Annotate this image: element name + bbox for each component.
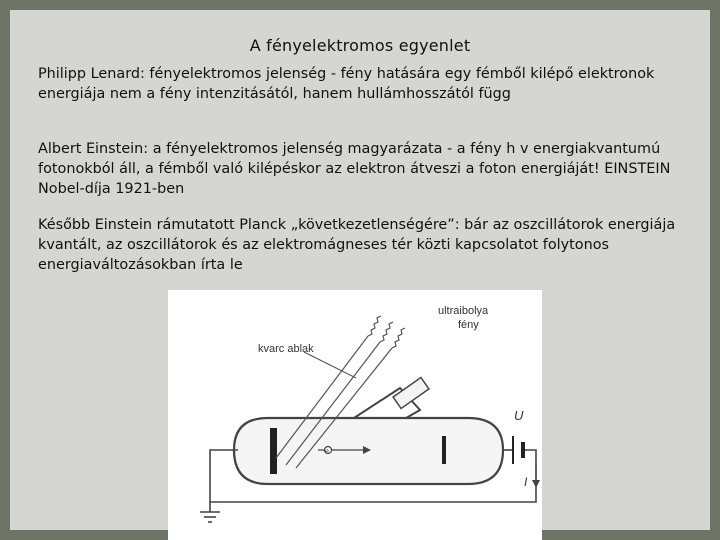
ground-symbol <box>200 512 220 522</box>
uv-light-label-1: ultraibolya <box>438 305 489 317</box>
slide-title: A fényelektromos egyenlet <box>249 36 471 55</box>
paragraph-einstein: Albert Einstein: a fényelektromos jelenség magyarázata - a fény h v energiakvantumú fotonokból áll, a fémből való kilépéskor az elektron átveszi a foton energiáját! EINSTEIN Nobel-díja 1921-ben <box>38 141 671 197</box>
apparatus-diagram <box>168 290 542 540</box>
electron-label: e <box>325 448 329 456</box>
anode <box>442 436 446 464</box>
uv-light-label-2: fény <box>458 319 479 331</box>
paragraph-planck: Később Einstein rámutatott Planck „következetlenségére”: bár az oszcillátorok energiája kvantált, az oszcillátorok és az elektromágneses tér közti kapcsolatot folytonos energiaváltozásokban írta le <box>38 217 676 273</box>
paragraph-lenard: Philipp Lenard: fényelektromos jelenség - fény hatására egy fémből kilépő elektronok energiája nem a fény intenzitásától, hanem hullámhosszától függ <box>38 66 655 102</box>
battery-symbol <box>513 436 523 464</box>
quartz-window <box>393 378 429 409</box>
quartz-window-label: kvarc ablak <box>258 343 314 355</box>
quartz-label-line <box>304 352 356 378</box>
voltage-label: U <box>514 408 524 423</box>
photoelectric-apparatus-figure <box>168 290 542 540</box>
current-label: I <box>524 475 528 489</box>
cathode-plate <box>270 428 277 474</box>
slide <box>10 10 710 530</box>
